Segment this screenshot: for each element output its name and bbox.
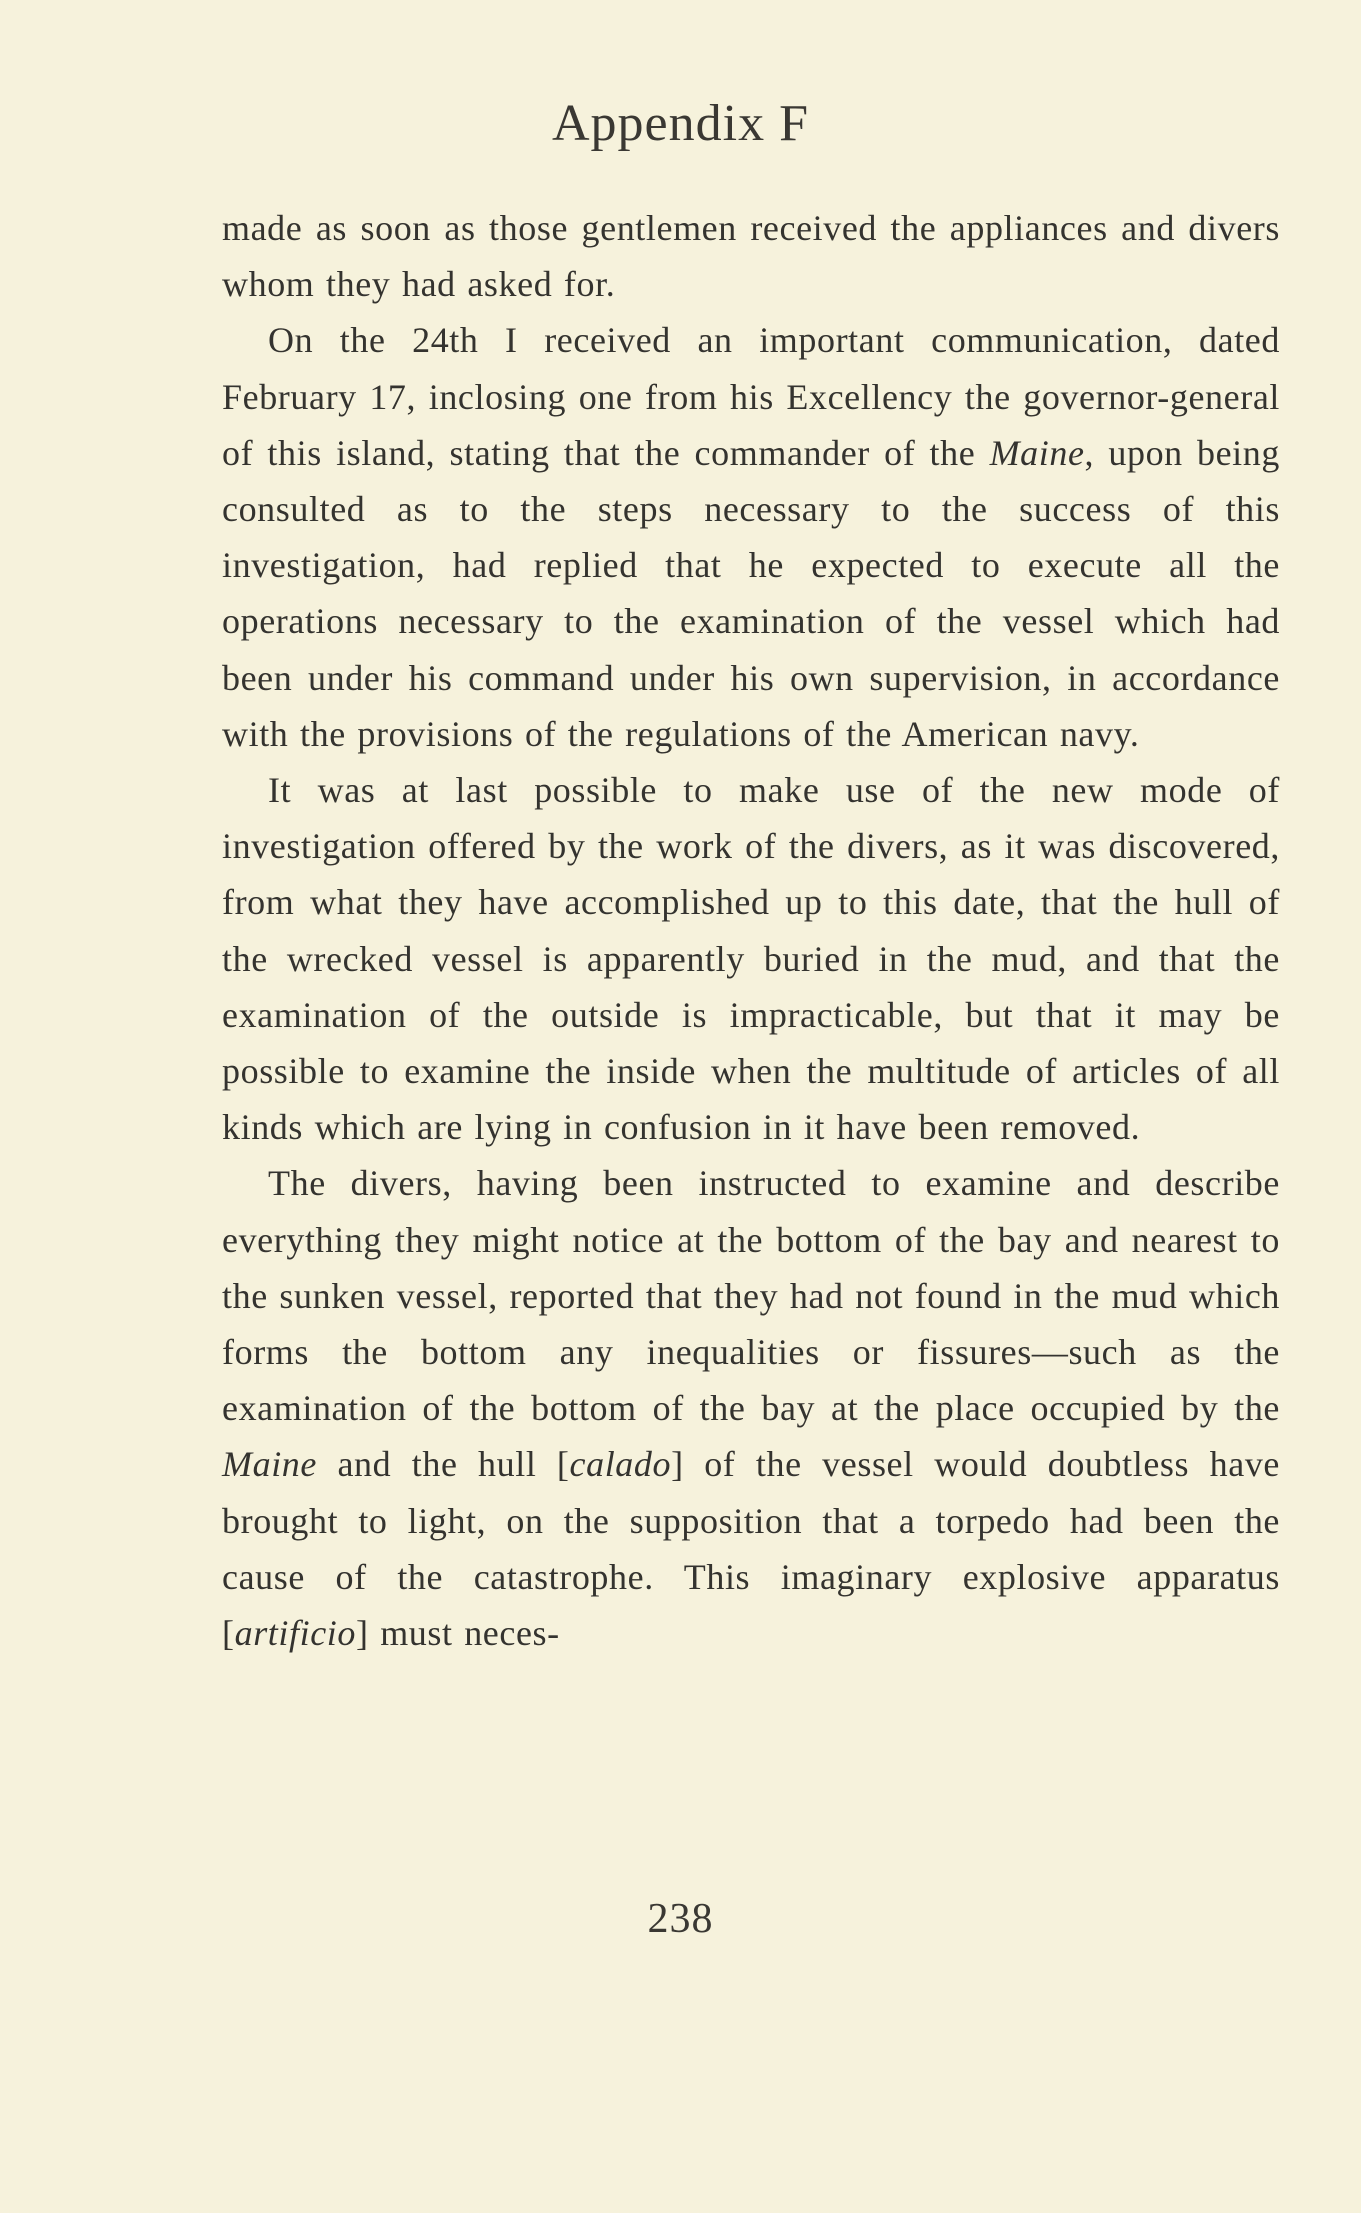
page-number: 238 <box>647 1896 714 1942</box>
paragraph-4-text-c: ] of the vessel would doubtless have brought to light, on the supposition that a torpedo had been the cause of the catastrophe. This imaginary explosive apparatus [ <box>222 1444 1280 1654</box>
paragraph-4-text-a: The divers, having been instructed to examine and describe everything they might notice at the bottom of the bay and nearest to the sunken vessel, reported that they had not found in the mud which forms the bottom any inequalities or fissures—such as the examination of the bottom of the bay at the place occupied by the <box>222 1163 1280 1429</box>
paragraph-2 <box>222 312 1280 762</box>
paragraph-2-text-b: , upon being consulted as to the steps necessary to the success of this investigation, had replied that he expected to execute all the operations necessary to the examination of the vessel which had been under his command under his own supervision, in accordance with the provisions of the regulations of the American navy. <box>222 432 1280 754</box>
ship-name-italic: Maine <box>222 1444 317 1485</box>
paragraph-2-text-a: On the 24th I received an important communication, dated February 17, inclosing one from his Excellency the governor-general of this island, stating that the commander of the <box>222 320 1280 473</box>
paragraph-1: made as soon as those gentlemen received the appliances and divers whom they had asked for. <box>222 208 1280 305</box>
ship-name-italic: Maine <box>989 432 1085 473</box>
body-text <box>222 200 1280 1661</box>
paragraph-3: It was at last possible to make use of the new mode of investigation offered by the work of the divers, as it was discovered, from what they have accomplished up to this date, that the hull of the wrecked vessel is apparently buried in the mud, and that the examination of the outside is impracticable, but that it may be possible to examine the inside when the multitude of articles of all kinds which are lying in confusion in it have been removed. <box>222 770 1280 1148</box>
spanish-term-italic: artificio <box>234 1613 356 1654</box>
paragraph-4 <box>222 1155 1280 1661</box>
spanish-term-italic: calado <box>569 1444 672 1485</box>
paragraph-4-text-d: ] must neces- <box>356 1613 560 1654</box>
running-head: Appendix F <box>552 95 809 152</box>
paragraph-4-text-b: and the hull [ <box>316 1444 570 1485</box>
